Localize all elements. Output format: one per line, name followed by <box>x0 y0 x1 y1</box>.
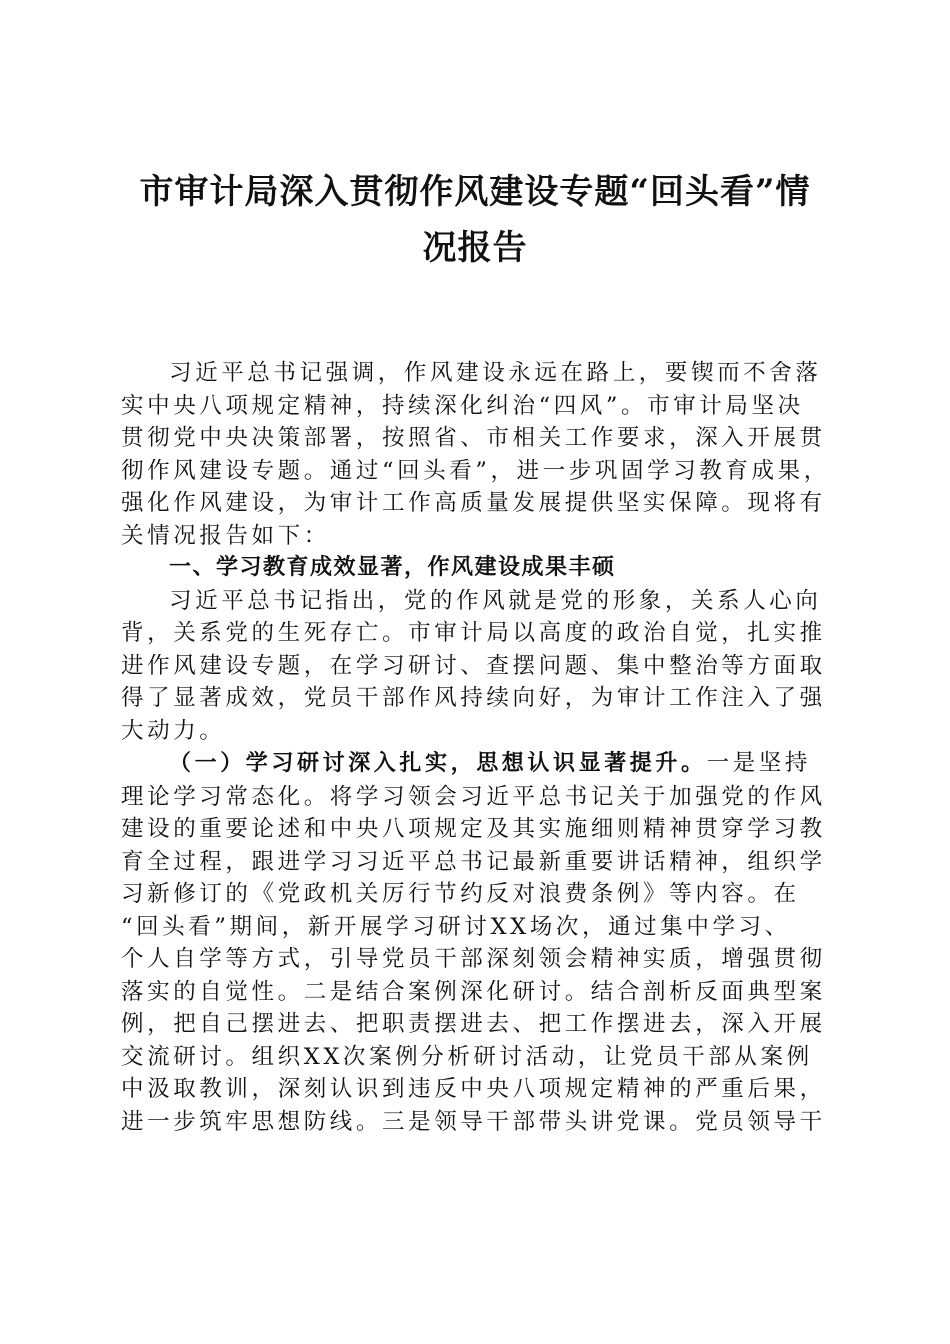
intro-line: 贯彻党中央决策部署，按照省、市相关工作要求，深入开展贯 <box>121 425 826 451</box>
subsection-heading: （一）学习研讨深入扎实，思想认识显著提升。 <box>169 751 707 776</box>
section-line: 背，关系党的生死存亡。市审计局以高度的政治自觉，扎实推 <box>121 620 826 646</box>
subsection-line: 进一步筑牢思想防线。三是领导干部带头讲党课。党员领导干 <box>121 1108 826 1135</box>
document-title <box>110 164 840 276</box>
section-line: 习近平总书记指出，党的作风就是党的形象，关系人心向 <box>169 587 822 614</box>
subsection-line: 育全过程，跟进学习习近平总书记最新重要讲话精神，组织学 <box>121 848 826 875</box>
title-line-1: 市审计局深入贯彻作风建设专题“回头看”情 <box>139 172 811 212</box>
intro-line: 关情况报告如下： <box>121 522 330 549</box>
section-line: 大动力。 <box>121 717 226 744</box>
subsection-first-rest: 一是坚持 <box>706 750 812 776</box>
subsection-line: 交流研讨。组织XX次案例分析研讨活动，让党员干部从案例 <box>121 1043 813 1070</box>
intro-line: 习近平总书记强调，作风建设永远在路上，要锲而不舍落 <box>169 360 822 386</box>
intro-line: 强化作风建设，为审计工作高质量发展提供坚实保障。现将有 <box>121 490 826 516</box>
section-line: 得了显著成效，党员干部作风持续向好，为审计工作注入了强 <box>121 685 826 711</box>
subsection-line: 个人自学等方式，引导党员干部深刻领会精神实质，增强贯彻 <box>121 946 826 972</box>
subsection-line: 建设的重要论述和中央八项规定及其实施细则精神贯穿学习教 <box>121 816 826 842</box>
title-line-2: 况报告 <box>422 228 528 268</box>
section-heading: 一、学习教育成效显著，作风建设成果丰硕 <box>169 555 616 580</box>
subsection-line: 中汲取教训，深刻认识到违反中央八项规定精神的严重后果， <box>121 1076 826 1102</box>
subsection-line: “回头看”期间，新开展学习研讨XX场次，通过集中学习、 <box>121 913 791 940</box>
subsection-line: 落实的自觉性。二是结合案例深化研讨。结合剖析反面典型案 <box>121 978 826 1005</box>
section-line: 进作风建设专题，在学习研讨、查摆问题、集中整治等方面取 <box>121 652 826 679</box>
subsection-line: 理论学习常态化。将学习领会习近平总书记关于加强党的作风 <box>121 783 826 810</box>
subsection-line: 例，把自己摆进去、把职责摆进去、把工作摆进去，深入开展 <box>121 1011 826 1037</box>
intro-line: 实中央八项规定精神，持续深化纠治“四风”。市审计局坚决 <box>121 392 804 419</box>
intro-line: 彻作风建设专题。通过“回头看”，进一步巩固学习教育成果， <box>121 457 830 484</box>
document-body <box>121 357 833 1138</box>
subsection-line: 习新修订的《党政机关厉行节约反对浪费条例》等内容。在 <box>121 881 800 907</box>
subsection-first-line <box>121 747 833 781</box>
